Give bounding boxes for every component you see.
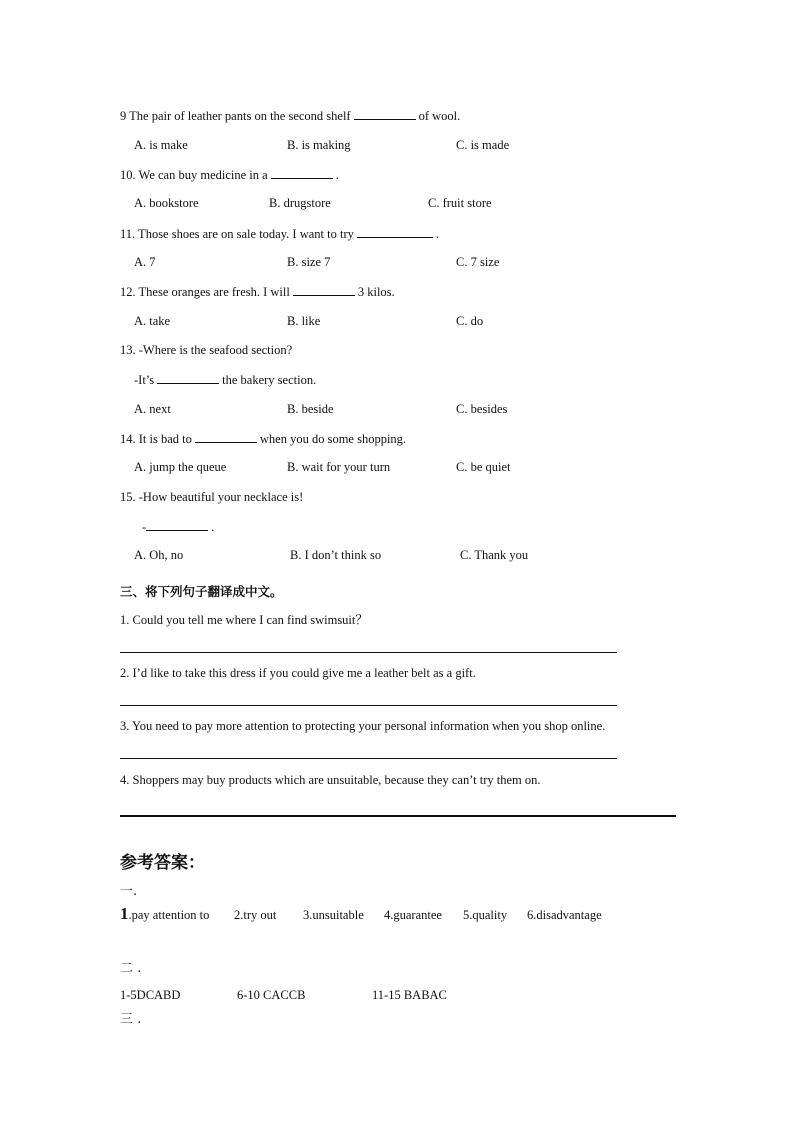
translate-item-2: 2. I’d like to take this dress if you could give me a leather belt as a gift. <box>120 666 476 680</box>
option-b[interactable]: B. wait for your turn <box>287 460 391 474</box>
answer-blank[interactable] <box>146 518 208 531</box>
question-14 <box>120 430 406 447</box>
section-3-title: 三、将下列句子翻译成中文。 <box>120 584 283 599</box>
answer-blank[interactable] <box>357 225 433 238</box>
option-a[interactable]: A. bookstore <box>134 196 199 210</box>
question-text: -It’s <box>134 373 155 387</box>
question-text: of wool. <box>418 109 461 123</box>
question-text: the bakery section. <box>222 373 317 387</box>
translate-item-3: 3. You need to pay more attention to protecting your personal information when you shop online. <box>120 719 606 733</box>
answer-item: 4.guarantee <box>384 908 442 922</box>
answers-part-2-mark: 二 . <box>120 961 142 976</box>
option-c[interactable]: C. do <box>456 314 484 328</box>
question-15: 15. -How beautiful your necklace is! <box>120 490 304 504</box>
answers-part-1-mark: 一. <box>120 884 138 899</box>
question-text: 10. We can buy medicine in a <box>120 168 268 182</box>
question-12 <box>120 283 395 300</box>
answer-blank[interactable] <box>195 430 257 443</box>
answers-part-3-mark: 三 . <box>120 1012 142 1027</box>
option-b[interactable]: B. size 7 <box>287 255 331 269</box>
question-15-reply <box>142 518 214 535</box>
answer-line[interactable] <box>120 705 617 706</box>
option-c[interactable]: C. is made <box>456 138 510 152</box>
divider <box>120 815 676 817</box>
option-a[interactable]: A. take <box>134 314 171 328</box>
answer-number: 1 <box>120 904 129 923</box>
question-13-reply <box>134 371 316 388</box>
answers-part-1-row <box>120 906 209 923</box>
question-text: 3 kilos. <box>357 285 395 299</box>
question-10 <box>120 166 339 183</box>
answer-item: 2.try out <box>234 908 277 922</box>
answer-item: 6.disadvantage <box>527 908 602 922</box>
option-a[interactable]: A. Oh, no <box>134 548 184 562</box>
option-b[interactable]: B. is making <box>287 138 351 152</box>
question-text: when you do some shopping. <box>259 432 407 446</box>
answer-blank[interactable] <box>157 371 219 384</box>
option-b[interactable]: B. like <box>287 314 321 328</box>
option-c[interactable]: C. Thank you <box>460 548 529 562</box>
option-a[interactable]: A. jump the queue <box>134 460 227 474</box>
question-11 <box>120 225 439 242</box>
option-b[interactable]: B. drugstore <box>269 196 331 210</box>
answers-title: 参考答案： <box>120 853 205 873</box>
question-text: 9 The pair of leather pants on the second shelf <box>120 109 351 123</box>
question-text: 11. Those shoes are on sale today. I want to try <box>120 227 354 241</box>
question-text: - <box>142 520 147 534</box>
answer-item: 11-15 BABAC <box>372 988 447 1002</box>
option-a[interactable]: A. is make <box>134 138 188 152</box>
question-text: 14. It is bad to <box>120 432 192 446</box>
option-b[interactable]: B. beside <box>287 402 334 416</box>
question-text: 12. These oranges are fresh. I will <box>120 285 290 299</box>
option-c[interactable]: C. 7 size <box>456 255 500 269</box>
question-9 <box>120 107 460 124</box>
option-b[interactable]: B. I don’t think so <box>290 548 382 562</box>
question-13: 13. -Where is the seafood section? <box>120 343 293 357</box>
answer-line[interactable] <box>120 758 617 759</box>
question-text: . <box>335 168 339 182</box>
answer-item: 1-5DCABD <box>120 988 181 1002</box>
translate-item-1: 1. Could you tell me where I can find swimsuit？ <box>120 613 368 627</box>
answer-item: 3.unsuitable <box>303 908 364 922</box>
answer-item: 6-10 CACCB <box>237 988 306 1002</box>
translate-item-4: 4. Shoppers may buy products which are unsuitable, because they can’t try them on. <box>120 773 541 787</box>
question-text: . <box>435 227 439 241</box>
option-a[interactable]: A. 7 <box>134 255 156 269</box>
answer-line[interactable] <box>120 652 617 653</box>
answer-blank[interactable] <box>271 166 333 179</box>
question-text: . <box>211 520 215 534</box>
answer-blank[interactable] <box>293 283 355 296</box>
option-a[interactable]: A. next <box>134 402 171 416</box>
answer-blank[interactable] <box>354 107 416 120</box>
answer-item: 5.quality <box>463 908 508 922</box>
option-c[interactable]: C. besides <box>456 402 508 416</box>
option-c[interactable]: C. be quiet <box>456 460 511 474</box>
option-c[interactable]: C. fruit store <box>428 196 492 210</box>
answer-item: .pay attention to <box>128 908 210 922</box>
